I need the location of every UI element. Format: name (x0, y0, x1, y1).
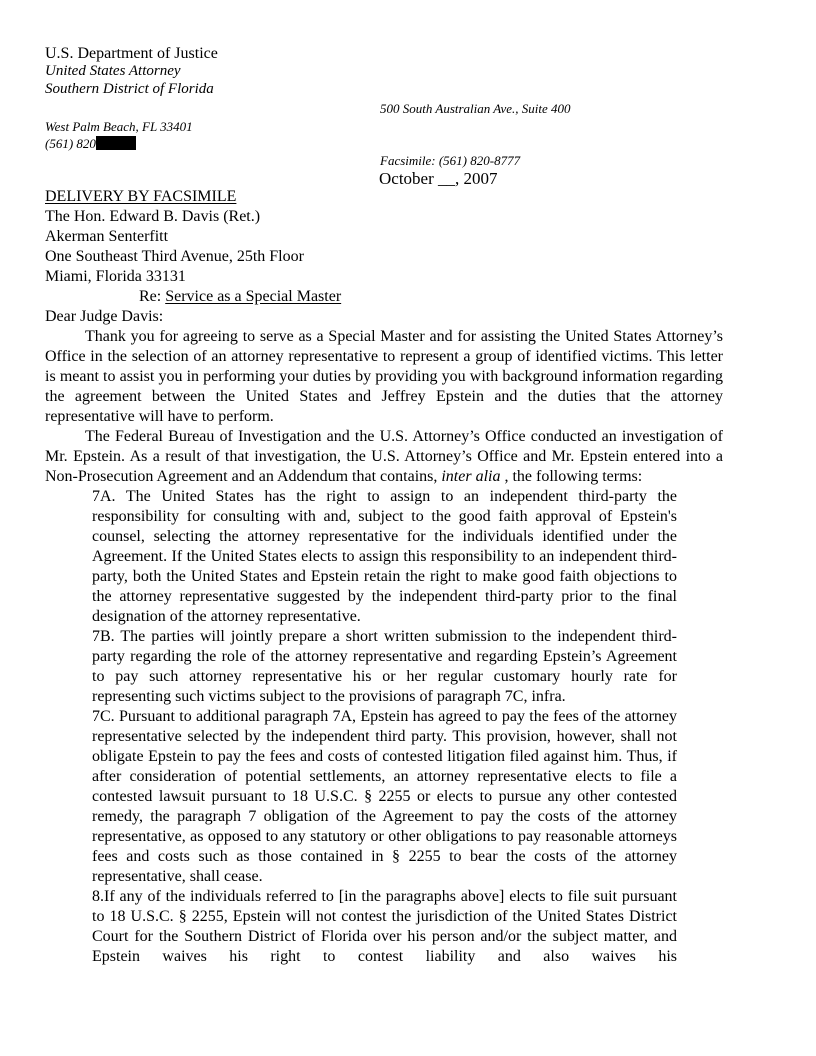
quoted-term-7b: 7B. The parties will jointly prepare a short written submission to the independent third-party regarding the role of the attorney representative and regarding Epstein’s Agreement to pay such attorney representative his or her regular customary hourly rate for representing such victims subject to the provisions of paragraph 7C, infra. (92, 628, 677, 705)
recipient-name: The Hon. Edward B. Davis (Ret.) (45, 208, 261, 225)
quoted-term-7c: 7C. Pursuant to additional paragraph 7A, Epstein has agreed to pay the fees of the attorney representative selected by the independent third party. This provision, however, shall not obligate Epstein to pay the fees and costs of contested litigation filed against him. Thus, if after consideration of potential settlements, an attorney representative elects to file a contested lawsuit pursuant to 18 U.S.C. § 2255 or elects to pursue any other contested remedy, the paragraph 7 obligation of the Agreement to pay the costs of the attorney representative, as opposed to any statutory or other obligations to pay reasonable attorneys fees and costs such as those contained in § 2255 to bear the costs of the attorney representative, shall cease. (92, 708, 677, 885)
paragraph-2 (45, 427, 723, 487)
paragraph-1: Thank you for agreeing to serve as a Special Master and for assisting the United States Attorney’s Office in the selection of an attorney representative to represent a group of identified victims. This letter is meant to assist you in performing your duties by providing you with background information regarding the agreement between the United States and Jeffrey Epstein and the duties that the attorney representative will have to perform. (45, 328, 723, 425)
letterhead-office: United States Attorney (45, 63, 181, 79)
letter-date: October __, 2007 (379, 169, 498, 188)
redaction-box (96, 136, 136, 150)
letterhead-agency: U.S. Department of Justice (45, 45, 218, 62)
letterhead-district: Southern District of Florida (45, 81, 214, 97)
re-line (45, 287, 723, 307)
paragraph-2-latin-phrase: inter alia (441, 468, 501, 485)
letterhead-facsimile-line: Facsimile: (561) 820-8777 (380, 153, 521, 168)
letterhead-phone-line (45, 136, 136, 152)
salutation: Dear Judge Davis: (45, 308, 164, 325)
letter-body (45, 187, 723, 967)
paragraph-2-text: The Federal Bureau of Investigation and the U.S. Attorney’s Office conducted an investigation of Mr. Epstein. As a result of that investigation, the U.S. Attorney’s Office and Mr. Epstein entered into a Non-Prosecution Agreement and an Addendum that contains, (45, 428, 723, 485)
re-subject: Service as a Special Master (165, 288, 342, 305)
quoted-term-8: 8.If any of the individuals referred to [in the paragraphs above] elects to file suit pursuant to 18 U.S.C. § 2255, Epstein will not contest the jurisdiction of the United States District Court for the Southern District of Florida over his person and/or the subject matter, and Epstein waives his right to contest liability and also waives his (92, 888, 677, 965)
re-prefix: Re: (139, 288, 166, 305)
quoted-term-7a: 7A. The United States has the right to assign to an independent third-party the responsibility for consulting with and, subject to the good faith approval of Epstein's counsel, selecting the attorney representative for the individuals identified under the Agreement. If the United States elects to assign this responsibility to an independent third-party, both the United States and Epstein retain the right to make good faith objections to the attorney representative suggested by the independent third-party prior to the final designation of the attorney representative. (92, 488, 677, 625)
delivery-method: DELIVERY BY FACSIMILE (45, 188, 237, 205)
paragraph-2-text-end: , the following terms: (500, 468, 643, 485)
phone-number-prefix: (561) 820 (45, 136, 96, 151)
letterhead-street-address: 500 South Australian Ave., Suite 400 (380, 101, 571, 116)
recipient-street: One Southeast Third Avenue, 25th Floor (45, 248, 304, 265)
recipient-firm: Akerman Senterfitt (45, 228, 169, 245)
letterhead-city-line: West Palm Beach, FL 33401 (45, 119, 193, 134)
recipient-city: Miami, Florida 33131 (45, 268, 186, 285)
